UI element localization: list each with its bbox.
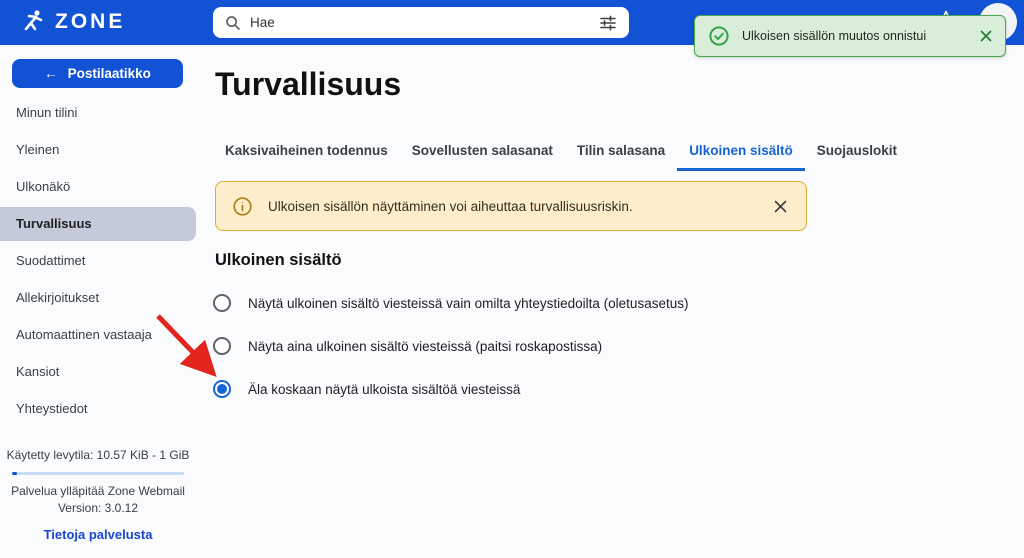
tab-account-password[interactable]: Tilin salasana <box>576 143 666 158</box>
tab-external-content[interactable]: Ulkoinen sisältö <box>677 137 805 171</box>
sidebar-item-label: Minun tilini <box>16 105 78 120</box>
check-circle-icon <box>708 25 730 47</box>
search-icon <box>225 15 241 31</box>
sidebar-item-label: Suodattimet <box>16 253 86 268</box>
sidebar-item-label: Turvallisuus <box>16 216 92 231</box>
radio-icon[interactable] <box>213 294 231 312</box>
service-provider-text: Palvelua ylläpitää Zone Webmail <box>11 484 185 498</box>
tab-security-logs[interactable]: Suojauslokit <box>816 143 897 158</box>
sidebar-item-general[interactable] <box>0 131 200 168</box>
sidebar-item-label: Automaattinen vastaaja <box>16 327 152 342</box>
radio-option-always-show[interactable] <box>213 335 602 357</box>
service-version-text: Version: 3.0.12 <box>57 501 139 515</box>
storage-usage-fill <box>12 472 17 475</box>
info-circle-icon <box>232 196 253 217</box>
sidebar-item-signatures[interactable] <box>0 279 200 316</box>
radio-option-contacts-only[interactable] <box>213 292 688 314</box>
warning-banner <box>215 181 807 231</box>
radio-option-never-show[interactable] <box>213 378 520 400</box>
security-tabs <box>213 137 909 171</box>
settings-sidebar <box>0 45 200 558</box>
toast-close-icon[interactable] <box>979 29 993 43</box>
brand-wordmark: ZONE <box>55 10 126 33</box>
page-title: Turvallisuus <box>215 66 402 102</box>
back-button-label: Postilaatikko <box>67 66 151 81</box>
sidebar-item-label: Yleinen <box>16 142 60 157</box>
warning-banner-text: Ulkoisen sisällön näyttäminen voi aiheuttaa turvallisuusriskin. <box>268 198 633 214</box>
sidebar-item-contacts[interactable] <box>0 390 200 427</box>
back-to-mailbox-button[interactable] <box>12 59 183 88</box>
storage-usage-text: Käytetty levytila: 10.57 KiB - 1 GiB <box>6 448 190 462</box>
storage-usage-bar <box>12 472 184 475</box>
sidebar-item-label: Kansiot <box>16 364 60 379</box>
search-filters-icon[interactable] <box>599 14 617 32</box>
search-input[interactable] <box>250 15 590 30</box>
radio-option-label: Näyta aina ulkoinen sisältö viesteissä (paitsi roskapostissa) <box>248 338 603 354</box>
radio-option-label: Äla koskaan näytä ulkoista sisältöä viesteissä <box>248 381 521 397</box>
sidebar-item-label: Ulkonäkö <box>16 179 71 194</box>
tab-app-passwords[interactable]: Sovellusten salasanat <box>411 143 553 158</box>
settings-nav <box>0 94 200 427</box>
section-title: Ulkoinen sisältö <box>215 251 342 269</box>
toast-message: Ulkoisen sisällön muutos onnistui <box>742 29 927 43</box>
sidebar-item-filters[interactable] <box>0 242 200 279</box>
about-service-link[interactable]: Tietoja palvelusta <box>43 527 153 542</box>
radio-icon-selected[interactable] <box>213 380 231 398</box>
back-arrow-icon: ← <box>44 66 58 81</box>
security-settings-panel <box>200 45 1024 558</box>
running-person-icon <box>22 9 46 35</box>
sidebar-item-autoresponder[interactable] <box>0 316 200 353</box>
sidebar-item-folders[interactable] <box>0 353 200 390</box>
search-box[interactable] <box>213 7 629 38</box>
zone-logo[interactable] <box>22 8 125 36</box>
tab-two-factor[interactable]: Kaksivaiheinen todennus <box>225 143 388 158</box>
sidebar-item-label: Allekirjoitukset <box>16 290 100 305</box>
sidebar-item-label: Yhteystiedot <box>16 401 88 416</box>
success-toast <box>694 15 1006 57</box>
sidebar-item-my-account[interactable] <box>0 94 200 131</box>
radio-icon[interactable] <box>213 337 231 355</box>
sidebar-item-security[interactable] <box>0 207 196 241</box>
radio-option-label: Näytä ulkoinen sisältö viesteissä vain omilta yhteystiedoilta (oletusasetus) <box>248 295 689 311</box>
sidebar-footer <box>0 448 196 544</box>
banner-close-icon[interactable] <box>773 199 788 214</box>
sidebar-item-appearance[interactable] <box>0 168 200 205</box>
